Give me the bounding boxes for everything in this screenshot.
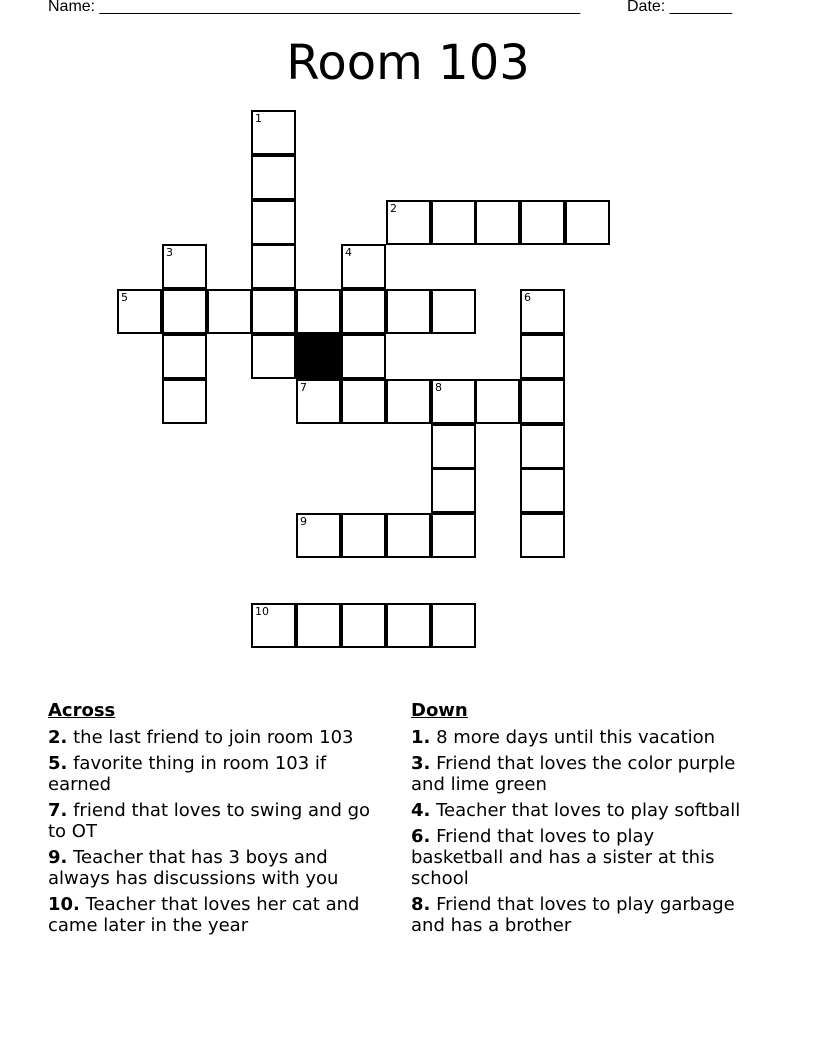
crossword-cell[interactable] <box>251 155 296 200</box>
clue-across-item <box>48 800 388 842</box>
crossword-cell[interactable] <box>431 379 476 424</box>
crossword-cell[interactable] <box>386 513 431 558</box>
crossword-cell[interactable] <box>207 289 252 334</box>
date-field-line[interactable]: Date: _______ <box>627 0 732 15</box>
cell-number: 7 <box>300 381 307 394</box>
crossword-cell[interactable] <box>431 603 476 648</box>
crossword-cell[interactable] <box>251 334 296 379</box>
crossword-cell[interactable] <box>251 110 296 155</box>
clue-down-item <box>411 753 751 795</box>
crossword-cell[interactable] <box>162 244 207 289</box>
clue-text: Friend that loves the color purple and lime green <box>411 753 736 795</box>
down-heading: Down <box>411 700 468 721</box>
clue-text: friend that loves to swing and go to OT <box>48 800 371 842</box>
crossword-cell[interactable] <box>520 200 565 245</box>
clue-text: Friend that loves to play basketball and has a sister at this school <box>411 826 715 889</box>
clue-down-item <box>411 800 751 821</box>
cell-number: 2 <box>390 202 397 215</box>
down-clues <box>411 700 751 941</box>
crossword-cell[interactable] <box>296 289 341 334</box>
clue-down-item <box>411 727 751 748</box>
crossword-cell[interactable] <box>386 200 431 245</box>
clue-down-item <box>411 894 751 936</box>
crossword-cell[interactable] <box>251 244 296 289</box>
clue-text: Teacher that loves to play softball <box>430 800 741 821</box>
clue-number: 3. <box>411 753 431 774</box>
crossword-cell[interactable] <box>431 424 476 469</box>
crossword-cell[interactable] <box>431 468 476 513</box>
clue-text: Teacher that loves her cat and came later in the year <box>48 894 360 936</box>
crossword-cell[interactable] <box>341 513 386 558</box>
crossword-cell[interactable] <box>475 379 520 424</box>
clue-number: 5. <box>48 753 68 774</box>
page-title: Room 103 <box>286 35 530 91</box>
crossword-cell[interactable] <box>475 200 520 245</box>
clue-number: 10. <box>48 894 80 915</box>
crossword-cell[interactable] <box>117 289 162 334</box>
crossword-cell[interactable] <box>520 468 565 513</box>
clue-down-item <box>411 826 751 889</box>
name-field-line[interactable]: Name: ______________________________________________________ <box>48 0 581 15</box>
crossword-cell[interactable] <box>520 334 565 379</box>
crossword-cell[interactable] <box>520 289 565 334</box>
crossword-block-cell <box>296 334 341 379</box>
clue-text: Friend that loves to play garbage and has a brother <box>411 894 735 936</box>
across-clues <box>48 700 388 941</box>
clue-number: 7. <box>48 800 68 821</box>
crossword-cell[interactable] <box>251 200 296 245</box>
crossword-cell[interactable] <box>520 513 565 558</box>
cell-number: 8 <box>435 381 442 394</box>
crossword-cell[interactable] <box>341 289 386 334</box>
crossword-cell[interactable] <box>386 289 431 334</box>
crossword-cell[interactable] <box>341 379 386 424</box>
clue-text: Teacher that has 3 boys and always has discussions with you <box>48 847 339 889</box>
crossword-cell[interactable] <box>565 200 610 245</box>
cell-number: 3 <box>166 246 173 259</box>
cell-number: 5 <box>121 291 128 304</box>
crossword-cell[interactable] <box>520 379 565 424</box>
clue-number: 2. <box>48 727 68 748</box>
crossword-cell[interactable] <box>162 334 207 379</box>
clue-text: 8 more days until this vacation <box>430 727 716 748</box>
clue-number: 4. <box>411 800 431 821</box>
crossword-cell[interactable] <box>162 289 207 334</box>
crossword-cell[interactable] <box>386 603 431 648</box>
crossword-cell[interactable] <box>431 200 476 245</box>
clue-across-item <box>48 727 388 748</box>
clue-across-item <box>48 847 388 889</box>
crossword-cell[interactable] <box>162 379 207 424</box>
crossword-cell[interactable] <box>251 289 296 334</box>
clue-across-item <box>48 753 388 795</box>
cell-number: 10 <box>255 605 269 618</box>
crossword-cell[interactable] <box>341 244 386 289</box>
crossword-cell[interactable] <box>386 379 431 424</box>
cell-number: 9 <box>300 515 307 528</box>
crossword-cell[interactable] <box>341 603 386 648</box>
cell-number: 1 <box>255 112 262 125</box>
cell-number: 4 <box>345 246 352 259</box>
clue-text: favorite thing in room 103 if earned <box>48 753 327 795</box>
clue-number: 9. <box>48 847 68 868</box>
crossword-cell[interactable] <box>296 513 341 558</box>
clue-number: 1. <box>411 727 431 748</box>
crossword-cell[interactable] <box>431 289 476 334</box>
crossword-cell[interactable] <box>296 603 341 648</box>
clue-number: 6. <box>411 826 431 847</box>
crossword-cell[interactable] <box>296 379 341 424</box>
crossword-cell[interactable] <box>431 513 476 558</box>
crossword-cell[interactable] <box>341 334 386 379</box>
cell-number: 6 <box>524 291 531 304</box>
clue-across-item <box>48 894 388 936</box>
across-heading: Across <box>48 700 116 721</box>
clue-number: 8. <box>411 894 431 915</box>
clue-text: the last friend to join room 103 <box>67 727 354 748</box>
crossword-cell[interactable] <box>520 424 565 469</box>
crossword-cell[interactable] <box>251 603 296 648</box>
